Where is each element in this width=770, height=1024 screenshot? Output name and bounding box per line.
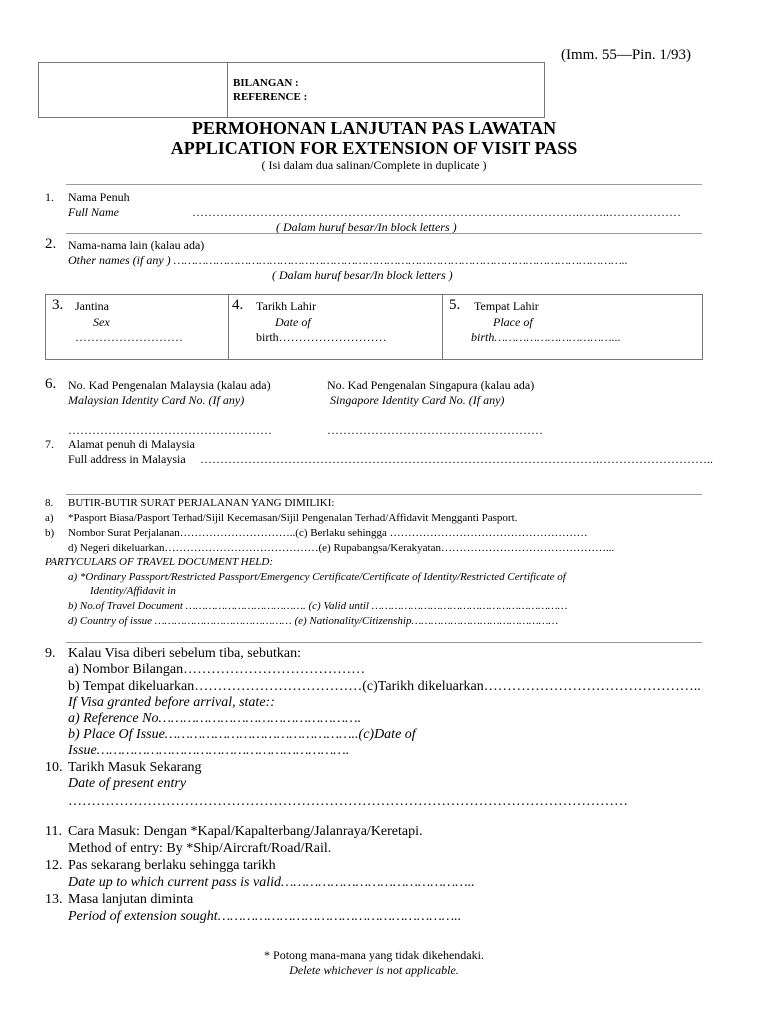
title-malay: PERMOHONAN LANJUTAN PAS LAWATAN xyxy=(191,118,557,138)
reference-label: REFERENCE : xyxy=(233,91,308,103)
q1-label-ms: Nama Penuh xyxy=(68,190,130,204)
q1-hint: ( Dalam huruf besar/In block letters ) xyxy=(276,220,457,234)
q4-label-ms: Tarikh Lahir xyxy=(256,299,317,313)
q13-number: 13. xyxy=(45,892,63,907)
q8-b-key: b) xyxy=(45,527,55,539)
divider xyxy=(66,233,702,234)
divider xyxy=(66,642,702,643)
bilangan-label: BILANGAN : xyxy=(233,77,299,89)
divider xyxy=(66,494,702,495)
q5-label-ms: Tempat Lahir xyxy=(474,299,539,313)
q7-label-ms: Alamat penuh di Malaysia xyxy=(68,437,195,451)
q5-number: 5. xyxy=(449,297,461,313)
q8-b-en-field[interactable]: b) No.of Travel Document ………………………………. (c) Valid until …………………………………………………… xyxy=(68,600,568,612)
q2-hint: ( Dalam huruf besar/In block letters ) xyxy=(272,268,453,282)
reference-divider xyxy=(227,62,228,117)
footnote-ms: * Potong mana-mana yang tidak dikehendaki. xyxy=(264,948,484,962)
q11-label-en: Method of entry: By *Ship/Aircraft/Road/Rail. xyxy=(68,841,332,856)
q9-en-label: If Visa granted before arrival, state:: xyxy=(68,695,275,710)
q6-singapore-ic-field[interactable]: ……………………………………………… xyxy=(327,423,543,437)
q8-a-en: a) *Ordinary Passport/Restricted Passport/Emergency Certificate/Certificate of Identity/Restricted Certificate of xyxy=(68,571,566,583)
q12-valid-until-field[interactable]: Date up to which current pass is valid……………………………………….. xyxy=(68,875,475,890)
q11-number: 11. xyxy=(45,824,62,839)
q3-number: 3. xyxy=(52,297,64,313)
q8-a-en2: Identity/Affidavit in xyxy=(90,585,176,597)
q13-extension-field[interactable]: Period of extension sought………………………………………………….. xyxy=(68,909,462,924)
q12-label-ms: Pas sekarang berlaku sehingga tarikh xyxy=(68,858,276,873)
q9-b-field[interactable]: b) Tempat dikeluarkan………………………………(c)Tarikh dikeluarkan……………………………………….. xyxy=(68,679,701,694)
q4-label-en: Date of xyxy=(275,315,311,329)
q8-heading-en: PARTYCULARS OF TRAVEL DOCUMENT HELD: xyxy=(45,556,274,568)
q2-number: 2. xyxy=(45,236,57,252)
q1-number: 1. xyxy=(45,190,54,204)
q7-label-en: Full address in Malaysia xyxy=(68,452,186,466)
q2-label-ms: Nama-nama lain (kalau ada) xyxy=(68,238,205,252)
personal-details-box xyxy=(45,294,703,360)
reference-box xyxy=(38,62,545,118)
q8-heading-ms: BUTIR-BUTIR SURAT PERJALANAN YANG DIMILIKI: xyxy=(68,497,335,509)
divider xyxy=(66,184,702,185)
q8-d-ms-field[interactable]: d) Negeri dikeluarkan……………………………………(e) Rupabangsa/Kerakyatan………………………………………... xyxy=(68,542,615,554)
form-code: (Imm. 55—Pin. 1/93) xyxy=(561,47,691,63)
q2-other-names-field[interactable]: Other names (if any ) ……………………………………………………………………………………………………………….. xyxy=(68,253,628,267)
q3-sex-field[interactable]: ……………………… xyxy=(75,330,183,344)
q6-number: 6. xyxy=(45,376,57,392)
box-divider xyxy=(228,294,229,359)
q9-en-b-field[interactable]: b) Place Of Issue………………………………………..(c)Date of xyxy=(68,727,416,742)
q6-sg-label-ms: No. Kad Pengenalan Singapura (kalau ada) xyxy=(327,378,535,392)
q10-label-en: Date of present entry xyxy=(68,776,187,791)
q11-label-ms: Cara Masuk: Dengan *Kapal/Kapalterbang/Jalanraya/Keretapi. xyxy=(68,824,423,839)
q6-my-label-en: Malaysian Identity Card No. (If any) xyxy=(68,393,245,407)
q3-label-en: Sex xyxy=(93,315,110,329)
q10-label-ms: Tarikh Masuk Sekarang xyxy=(68,760,202,775)
footnote-en: Delete whichever is not applicable. xyxy=(289,963,459,977)
q9-label: Kalau Visa diberi sebelum tiba, sebutkan: xyxy=(68,646,301,661)
q9-en-c-field[interactable]: Issue……………………………………………………. xyxy=(68,743,350,758)
q7-address-field[interactable]: ……………………………………………………………………………………….……………………….. xyxy=(200,452,713,466)
q6-sg-label-en: Singapore Identity Card No. (If any) xyxy=(330,393,505,407)
q12-number: 12. xyxy=(45,858,63,873)
q4-birth-date-field[interactable]: birth……………………… xyxy=(256,330,387,344)
q7-number: 7. xyxy=(45,437,54,451)
q8-a-key: a) xyxy=(45,512,54,524)
q13-label-ms: Masa lanjutan diminta xyxy=(68,892,194,907)
q5-label-en: Place of xyxy=(493,315,533,329)
q10-entry-date-field[interactable]: ………………………………………………………………………………………………………… xyxy=(68,794,628,809)
box-divider xyxy=(442,294,443,359)
title-english: APPLICATION FOR EXTENSION OF VISIT PASS xyxy=(170,138,578,158)
q9-a-field[interactable]: a) Nombor Bilangan………………………………… xyxy=(68,662,366,677)
q8-a-ms: *Pasport Biasa/Pasport Terhad/Sijil Kecemasan/Sijil Pengenalan Terhad/Affidavit Mengganti Pasport. xyxy=(68,512,518,524)
q9-number: 9. xyxy=(45,646,56,661)
q8-number: 8. xyxy=(45,497,54,509)
q3-label-ms: Jantina xyxy=(75,299,109,313)
q8-d-en-field[interactable]: d) Country of issue …………………………………… (e) Nationality/Citizenship……………………………………… xyxy=(68,615,559,627)
q1-label-en: Full Name xyxy=(68,205,119,219)
subtitle: ( Isi dalam dua salinan/Complete in duplicate ) xyxy=(261,158,487,172)
q8-b-ms-field[interactable]: Nombor Surat Perjalanan…………………………..(c) Berlaku sehingga ……………………………………………… xyxy=(68,527,588,539)
q6-malaysian-ic-field[interactable]: …………………………………………… xyxy=(68,423,272,437)
q10-number: 10. xyxy=(45,760,63,775)
q4-number: 4. xyxy=(232,297,244,313)
q6-my-label-ms: No. Kad Pengenalan Malaysia (kalau ada) xyxy=(68,378,271,392)
q1-full-name-field[interactable]: …………………………………………………………………………………….……..……………… xyxy=(192,205,681,219)
q5-birth-place-field[interactable]: birth……………………………... xyxy=(471,330,621,344)
q9-en-a-field[interactable]: a) Reference No…………………………………………. xyxy=(68,711,362,726)
